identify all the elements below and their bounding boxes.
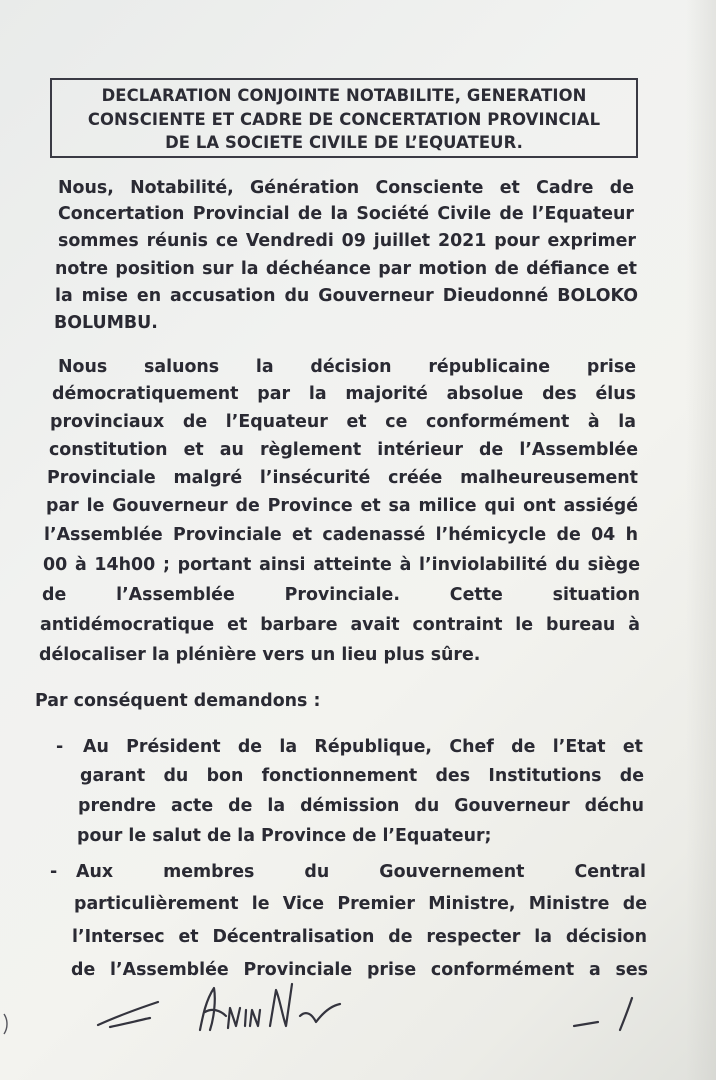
intro-line: la mise en accusation du Gouverneur Dieudonné BOLOKO <box>55 286 638 306</box>
signature-stroke <box>620 998 632 1030</box>
paragraph-line: Nous saluons la décision républicaine prise <box>58 357 636 377</box>
intro-line: sommes réunis ce Vendredi 09 juillet 2021 pour exprimer <box>58 231 636 251</box>
signature-stroke <box>98 1002 158 1025</box>
bullet-line: prendre acte de la démission du Gouverneur déchu <box>78 796 644 816</box>
signature-stroke <box>300 1004 340 1022</box>
title-line-1: DECLARATION CONJOINTE NOTABILITE, GENERATION <box>101 86 587 105</box>
signature-stroke <box>574 1022 598 1026</box>
signature-stroke <box>270 984 292 1026</box>
signature-stroke <box>228 1008 240 1028</box>
paragraph-line: 00 à 14h00 ; portant ainsi atteinte à l’inviolabilité du siège <box>43 555 640 575</box>
title-line-3: DE LA SOCIETE CIVILE DE L’EQUATEUR. <box>165 133 523 152</box>
bullet-line: Aux membres du Gouvernement Central <box>76 862 646 882</box>
signature-stroke <box>245 1010 260 1026</box>
paragraph-line: délocaliser la plénière vers un lieu plus sûre. <box>39 645 481 665</box>
paragraph-line: antidémocratique et barbare avait contraint le bureau à <box>40 615 640 635</box>
paragraph-line: par le Gouverneur de Province et sa milice qui ont assiégé <box>46 496 638 516</box>
bullet-line: de l’Assemblée Provinciale prise conformément a ses <box>71 960 648 980</box>
intro-line: Nous, Notabilité, Génération Consciente et Cadre de <box>58 178 634 198</box>
title-line-2: CONSCIENTE ET CADRE DE CONCERTATION PROVINCIAL <box>87 109 601 129</box>
intro-line: notre position sur la déchéance par motion de défiance et <box>55 259 637 279</box>
bullet-marker: - <box>50 862 58 882</box>
signature-stroke <box>205 1010 226 1016</box>
paragraph-line: démocratiquement par la majorité absolue des élus <box>52 384 636 404</box>
demand-heading: Par conséquent demandons : <box>35 691 321 711</box>
bullet-line: pour le salut de la Province de l’Equateur; <box>77 826 492 846</box>
bullet-line: garant du bon fonctionnement des Institutions de <box>80 766 644 786</box>
signature-stroke <box>110 1018 150 1027</box>
intro-line: BOLUMBU. <box>54 313 158 333</box>
paragraph-line: constitution et au règlement intérieur de l’Assemblée <box>49 440 638 460</box>
paragraph-line: l’Assemblée Provinciale et cadenassé l’hémicycle de 04 h <box>44 525 638 545</box>
bullet-line: l’Intersec et Décentralisation de respecter la décision <box>72 927 647 947</box>
bullet-marker: - <box>56 737 64 757</box>
intro-line: Concertation Provincial de la Société Civile de l’Equateur <box>58 204 634 224</box>
bullet-line: particulièrement le Vice Premier Ministre, Ministre de <box>74 894 647 914</box>
title-box <box>50 78 638 158</box>
handwritten-signatures <box>0 970 716 1050</box>
paper-edge-shadow <box>686 0 716 1080</box>
bullet-line: Au Président de la République, Chef de l’Etat et <box>83 737 643 757</box>
signature-stroke <box>4 1014 7 1034</box>
paragraph-line: Provinciale malgré l’insécurité créée malheureusement <box>47 468 638 488</box>
paragraph-line: de l’Assemblée Provinciale. Cette situation <box>42 585 640 605</box>
paragraph-line: provinciaux de l’Equateur et ce conformément à la <box>50 412 636 432</box>
